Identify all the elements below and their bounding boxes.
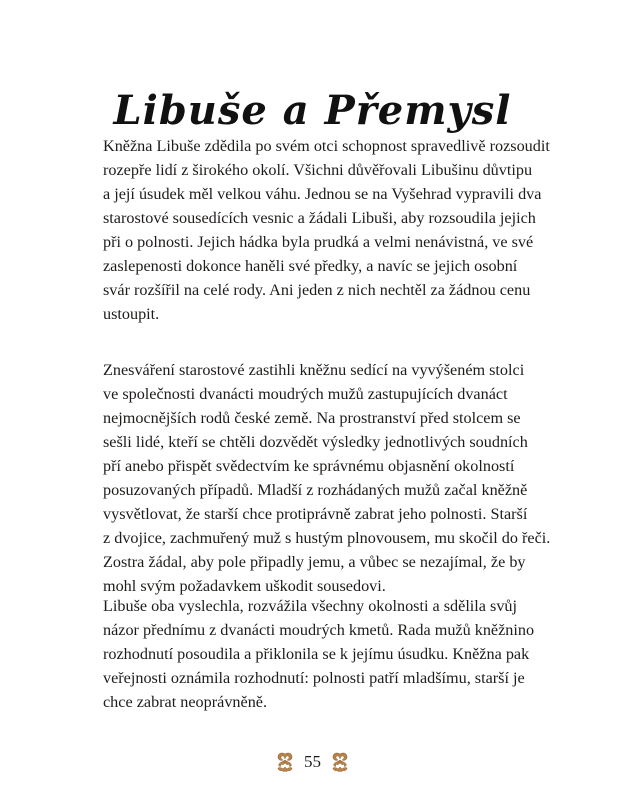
text-line: svár rozšířil na celé rody. Ani jeden z nich nechtěl za žádnou cenu: [103, 281, 531, 299]
text-line: mohl svým požadavkem uškodit sousedovi.: [103, 577, 386, 595]
paragraph-1: [103, 134, 550, 326]
text-line: pří anebo přispět svědectvím ke správnému objasnění okolností: [103, 457, 515, 475]
fleuron-ornament-icon: [274, 751, 296, 773]
paragraph-2: [103, 358, 551, 598]
fleuron-ornament-icon: [329, 751, 351, 773]
text-line: ustoupit.: [103, 305, 160, 323]
text-line: a její úsudek měl velkou váhu. Jednou se na Vyšehrad vypravili dva: [103, 185, 542, 203]
page-title: Libuše a Přemysl: [113, 86, 512, 134]
text-line: posuzovaných případů. Mladší z rozhádaných mužů začal kněžně: [103, 481, 528, 499]
text-line: chce zabrat neoprávněně.: [103, 693, 268, 711]
text-line: vysvětlovat, že starší chce protiprávně zabrat jeho polnosti. Starší: [103, 505, 528, 523]
text-line: veřejnosti oznámila rozhodnutí: polnosti patří mladšímu, starší je: [103, 669, 525, 687]
paragraph-3: [103, 594, 543, 714]
text-line: zaslepenosti dokonce haněli své předky, a navíc se jejich osobní: [103, 257, 518, 275]
text-line: při o polnosti. Jejich hádka byla prudká a velmi nenávistná, ve své: [103, 233, 534, 251]
text-line: Kněžna Libuše zdědila po svém otci schopnost spravedlivě rozsoudit: [103, 137, 550, 155]
text-line: sešli lidé, kteří se chtěli dozvědět výsledky jednotlivých soudních: [103, 433, 528, 451]
text-line: Libuše oba vyslechla, rozvážila všechny okolnosti a sdělila svůj: [103, 597, 518, 615]
text-line: z dvojice, zachmuřený muž s hustým plnovousem, mu skočil do řeči.: [103, 529, 551, 547]
text-line: názor přednímu z dvanácti moudrých kmetů. Rada mužů kněžnino: [103, 621, 535, 639]
text-line: Zostra žádal, aby pole připadly jemu, a vůbec se nezajímal, že by: [103, 553, 526, 571]
text-line: starostové sousedících vesnic a žádali Libuši, aby rozsoudila jejich: [103, 209, 536, 227]
text-line: Znesváření starostové zastihli kněžnu sedící na vyvýšeném stolci: [103, 361, 525, 379]
text-line: rozepře lidí z širokého okolí. Všichni důvěřovali Libušinu důvtipu: [103, 161, 533, 179]
page-footer: [0, 748, 625, 776]
text-line: rozhodnutí posoudila a přiklonila se k jejímu úsudku. Kněžna pak: [103, 645, 530, 663]
text-line: ve společnosti dvanácti moudrých mužů zastupujících dvanáct: [103, 385, 508, 403]
page-number: 55: [304, 752, 321, 771]
text-line: nejmocnějších rodů české země. Na prostranství před stolcem se: [103, 409, 521, 427]
